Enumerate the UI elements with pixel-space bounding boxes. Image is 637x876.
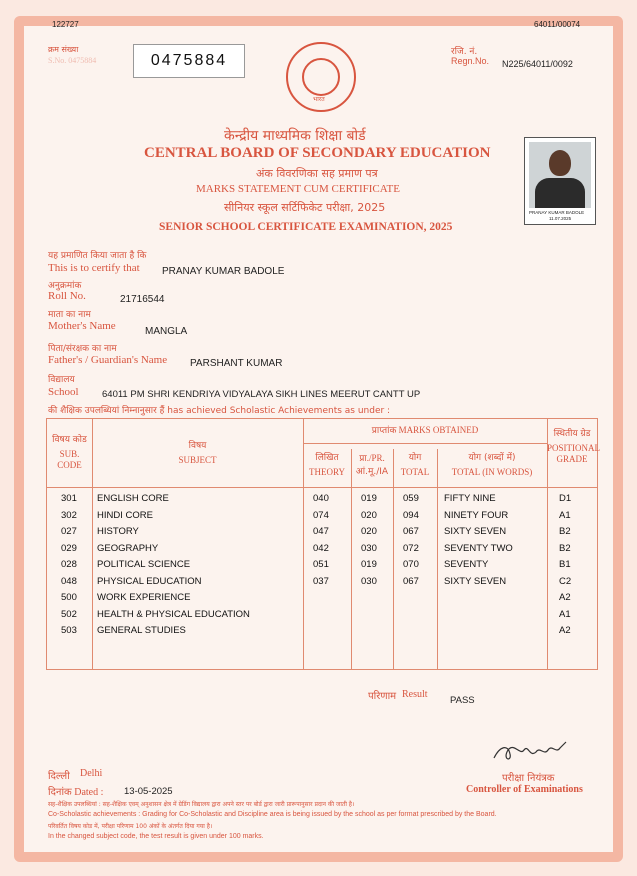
subject-name-cell: WORK EXPERIENCE — [97, 592, 191, 603]
header-marks: प्राप्तांक MARKS OBTAINED — [371, 425, 479, 436]
subject-code-cell: 503 — [61, 625, 77, 636]
subject-code-cell: 029 — [61, 542, 77, 554]
exam-title-en: SENIOR SCHOOL CERTIFICATE EXAMINATION, 2025 — [159, 221, 453, 233]
emblem-text: भारत — [313, 96, 325, 103]
col-divider — [351, 449, 352, 669]
regn-label-hi: रजि. नं. — [451, 47, 478, 57]
subject-code-cell: 502 — [61, 608, 77, 620]
header-words-hi: योग (शब्दों में) — [468, 453, 516, 463]
controller-signature — [490, 736, 570, 766]
header-total-hi: योग — [408, 453, 422, 463]
subject-total-cell: 067 — [403, 526, 419, 537]
header-total-en: TOTAL — [400, 467, 430, 477]
header-prac: प्रा./PR. — [359, 453, 385, 463]
result-value: PASS — [450, 695, 475, 706]
subject-grade-cell: A1 — [559, 509, 571, 521]
photo-caption-name: PRANAY KUMAR BADOLE — [529, 210, 585, 215]
serial-label-en: S.No. 0475884 — [48, 56, 97, 65]
student-name: PRANAY KUMAR BADOLE — [162, 266, 285, 277]
header-grade-en: POSITIONAL GRADE — [547, 443, 600, 464]
subject-grade-cell: A2 — [559, 592, 571, 603]
mother-name: MANGLA — [145, 326, 188, 337]
header-code-en: SUB. CODE — [57, 449, 82, 470]
header-grade-hi: स्थितीय ग्रेड — [553, 429, 591, 439]
subject-total-cell: 070 — [403, 559, 419, 570]
mother-label-hi: माता का नाम — [48, 310, 91, 320]
subject-code-cell: 027 — [61, 526, 77, 537]
subject-total-cell: 072 — [403, 542, 419, 554]
subject-prac-cell: 019 — [361, 493, 377, 504]
subject-grade-cell: A2 — [559, 625, 571, 636]
subject-grade-cell: B1 — [559, 559, 571, 570]
footnote-4: In the changed subject code, the test result is given under 100 marks. — [48, 833, 264, 840]
father-label-en: Father's / Guardian's Name — [48, 354, 168, 366]
subject-total-cell: 094 — [403, 509, 419, 521]
roll-label-hi: अनुक्रमांक — [48, 281, 82, 291]
issue-date: 13-05-2025 — [124, 786, 173, 797]
controller-title-hi: परीक्षा नियंत्रक — [502, 773, 555, 784]
subject-name-cell: HISTORY — [97, 526, 139, 537]
board-name-hi: केन्द्रीय माध्यमिक शिक्षा बोर्ड — [224, 128, 366, 144]
subject-theory-cell: 042 — [313, 542, 329, 554]
board-name-en: CENTRAL BOARD OF SECONDARY EDUCATION — [144, 145, 491, 161]
header-ia: आं.मू./IA — [355, 467, 389, 477]
certificate-title-hi: अंक विवरणिका सह प्रमाण पत्र — [256, 167, 378, 180]
roll-number: 21716544 — [120, 294, 165, 305]
header-subject-hi: विषय — [188, 441, 207, 451]
certify-label-en: This is to certify that — [48, 262, 140, 274]
subject-words-cell: NINETY FOUR — [444, 509, 509, 521]
subject-name-cell: GENERAL STUDIES — [97, 625, 186, 636]
achievement-line: की शैक्षिक उपलब्धियां निम्नानुसार हैं has achieved Scholastic Achievements as under : — [48, 406, 391, 416]
subject-theory-cell: 051 — [313, 559, 329, 570]
subject-code-cell: 500 — [61, 592, 77, 603]
subject-code-cell: 301 — [61, 493, 77, 504]
row-divider — [303, 443, 547, 444]
regn-number: N225/64011/0092 — [502, 59, 573, 69]
father-label-hi: पिता/संरक्षक का नाम — [48, 344, 117, 354]
header-code-hi: विषय कोड — [52, 435, 87, 445]
subject-total-cell: 067 — [403, 575, 419, 587]
subject-prac-cell: 030 — [361, 542, 377, 554]
roll-label-en: Roll No. — [48, 290, 86, 302]
certify-label-hi: यह प्रमाणित किया जाता है कि — [48, 251, 147, 261]
subject-theory-cell: 040 — [313, 493, 329, 504]
header-words-en: TOTAL (IN WORDS) — [451, 467, 533, 477]
subject-words-cell: FIFTY NINE — [444, 493, 496, 504]
emblem-inner-ring — [302, 58, 340, 96]
subject-theory-cell: 037 — [313, 575, 329, 587]
subject-words-cell: SIXTY SEVEN — [444, 575, 507, 587]
controller-title-en: Controller of Examinations — [466, 784, 583, 795]
subject-prac-cell: 020 — [361, 509, 377, 521]
subject-name-cell: ENGLISH CORE — [97, 493, 169, 504]
subject-theory-cell: 047 — [313, 526, 329, 537]
subject-code-cell: 302 — [61, 509, 77, 521]
subject-prac-cell: 019 — [361, 559, 377, 570]
result-label-en: Result — [402, 689, 428, 700]
mother-label-en: Mother's Name — [48, 320, 116, 332]
subject-grade-cell: B2 — [559, 526, 571, 537]
certificate-title-en: MARKS STATEMENT CUM CERTIFICATE — [196, 183, 400, 195]
subject-words-cell: SIXTY SEVEN — [444, 526, 507, 537]
student-photo — [524, 137, 596, 225]
school-name: 64011 PM SHRI KENDRIYA VIDYALAYA SIKH LINES MEERUT CANTT UP — [102, 389, 421, 400]
subject-code-cell: 028 — [61, 559, 77, 570]
subject-total-cell: 059 — [403, 493, 419, 504]
photo-caption-date: 11.07.2025 — [549, 216, 572, 221]
subject-grade-cell: C2 — [559, 575, 572, 587]
school-label-en: School — [48, 386, 79, 398]
col-divider — [393, 449, 394, 669]
footnote-1: सह-शैक्षिक उपलब्धियां : सह-शैक्षिक एवम् अनुशासन क्षेत्र में ग्रेडिंग विद्यालय द्वारा अपने स्तर पर बोर्ड द्वारा जारी प्रारूपानुसार प्रदान की जाती है। — [48, 801, 355, 808]
date-label: दिनांक Dated : — [48, 787, 104, 798]
subject-grade-cell: B2 — [559, 542, 571, 554]
header-subject-en: SUBJECT — [178, 455, 217, 465]
result-label-hi: परिणाम — [368, 691, 397, 702]
regn-label-en: Regn.No. — [451, 56, 490, 66]
subject-words-cell: SEVENTY — [444, 559, 489, 570]
subject-prac-cell: 030 — [361, 575, 377, 587]
serial-number: 0475884 — [133, 44, 245, 78]
school-label-hi: विद्यालय — [48, 375, 75, 385]
subject-words-cell: SEVENTY TWO — [444, 542, 513, 554]
header-theory-hi: लिखित — [315, 453, 339, 463]
serial-label-hi: क्रम संख्या — [48, 45, 79, 54]
col-divider — [437, 449, 438, 669]
subject-name-cell: PHYSICAL EDUCATION — [97, 575, 202, 587]
subject-name-cell: GEOGRAPHY — [97, 542, 159, 554]
photo-head — [549, 150, 571, 176]
marks-table — [46, 418, 598, 670]
photo-image — [529, 142, 591, 208]
place-en: Delhi — [80, 768, 103, 779]
photo-body — [535, 178, 585, 208]
exam-title-hi: सीनियर स्कूल सर्टिफिकेट परीक्षा, 2025 — [224, 201, 386, 214]
top-left-code: 122727 — [52, 20, 79, 29]
top-right-code: 64011/00074 — [534, 20, 581, 29]
place-hi: दिल्ली — [48, 771, 70, 782]
header-theory-en: THEORY — [309, 467, 345, 477]
subject-name-cell: HEALTH & PHYSICAL EDUCATION — [97, 608, 250, 620]
subject-grade-cell: A1 — [559, 608, 571, 620]
row-divider — [47, 487, 597, 488]
subject-code-cell: 048 — [61, 575, 77, 587]
subject-name-cell: HINDI CORE — [97, 509, 153, 521]
subject-prac-cell: 020 — [361, 526, 377, 537]
cbse-emblem — [286, 42, 356, 112]
subject-grade-cell: D1 — [559, 493, 572, 504]
subject-theory-cell: 074 — [313, 509, 329, 521]
subject-name-cell: POLITICAL SCIENCE — [97, 559, 191, 570]
footnote-2: Co-Scholastic achievements : Grading for Co-Scholastic and Discipline area is being issued by the school as per format prescribed by the Board. — [48, 811, 497, 818]
footnote-3: परिवर्तित विषय कोड में, परीक्षा परिणाम 100 अंकों के अंतर्गत दिया गया है। — [48, 823, 213, 830]
father-name: PARSHANT KUMAR — [190, 358, 283, 369]
